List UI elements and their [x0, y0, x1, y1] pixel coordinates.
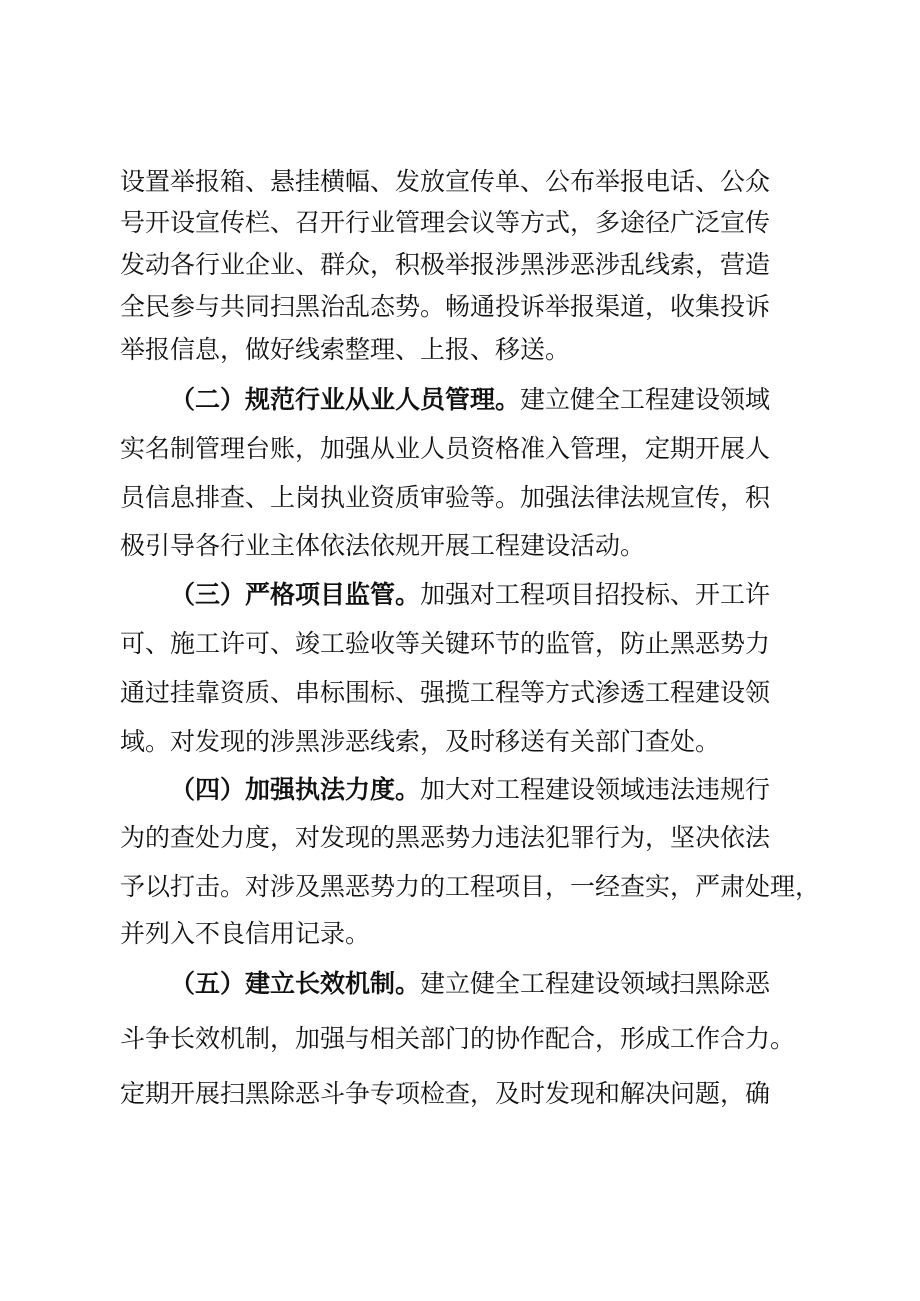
paragraph-3-line-2: 可、施工许可、竣工验收等关键环节的监管，防止黑恶势力 — [120, 629, 771, 658]
paragraph-4-line-3: 予以打击。对涉及黑恶势力的工程项目，一经查实，严肃处理， — [120, 872, 821, 901]
paragraph-4-heading: （四）加强执法力度。 — [170, 775, 421, 804]
paragraph-2-line-2: 实名制管理台账，加强从业人员资格准入管理，定期开展人 — [120, 434, 771, 463]
paragraph-2-line-3: 员信息排查、上岗执业资质审验等。加强法律法规宣传，积 — [120, 483, 771, 512]
paragraph-5-heading: （五）建立长效机制。 — [170, 969, 421, 998]
paragraph-3-heading: （三）严格项目监管。 — [170, 580, 421, 609]
paragraph-5-first-line — [170, 968, 770, 1000]
paragraph-5-line-2: 斗争长效机制，加强与相关部门的协作配合，形成工作合力。 — [120, 1024, 796, 1053]
paragraph-3-line-3: 通过挂靠资质、串标围标、强揽工程等方式渗透工程建设领 — [120, 678, 771, 707]
paragraph-1-line-4: 全民参与共同扫黑治乱态势。畅通投诉举报渠道，收集投诉 — [120, 292, 771, 321]
paragraph-4-first-line — [170, 774, 770, 806]
paragraph-2-first-line-text: 建立健全工程建设领域 — [520, 385, 771, 414]
paragraph-3-first-line — [170, 579, 770, 611]
paragraph-4-first-line-text: 加大对工程建设领域违法违规行 — [420, 775, 771, 804]
paragraph-1-line-1: 设置举报箱、悬挂横幅、发放宣传单、公布举报电话、公众 — [120, 167, 771, 196]
paragraph-1-line-5: 举报信息，做好线索整理、上报、移送。 — [120, 335, 571, 364]
paragraph-5-first-line-text: 建立健全工程建设领域扫黑除恶 — [420, 969, 771, 998]
paragraph-1-line-2: 号开设宣传栏、召开行业管理会议等方式，多途径广泛宣传 — [120, 208, 771, 237]
paragraph-4-line-2: 为的查处力度，对发现的黑恶势力违法犯罪行为，坚决依法 — [120, 823, 771, 852]
paragraph-2-line-4: 极引导各行业主体依法依规开展工程建设活动。 — [120, 531, 646, 560]
paragraph-5-line-3: 定期开展扫黑除恶斗争专项检查，及时发现和解决问题，确 — [120, 1079, 771, 1108]
paragraph-3-line-4: 域。对发现的涉黑涉恶线索，及时移送有关部门查处。 — [120, 727, 721, 756]
paragraph-2-first-line — [170, 384, 770, 416]
paragraph-3-first-line-text: 加强对工程项目招投标、开工许 — [420, 580, 771, 609]
paragraph-2-heading: （二）规范行业从业人员管理。 — [170, 385, 521, 414]
paragraph-4-line-4: 并列入不良信用记录。 — [120, 919, 371, 948]
paragraph-1-line-3: 发动各行业企业、群众，积极举报涉黑涉恶涉乱线索，营造 — [120, 250, 771, 279]
